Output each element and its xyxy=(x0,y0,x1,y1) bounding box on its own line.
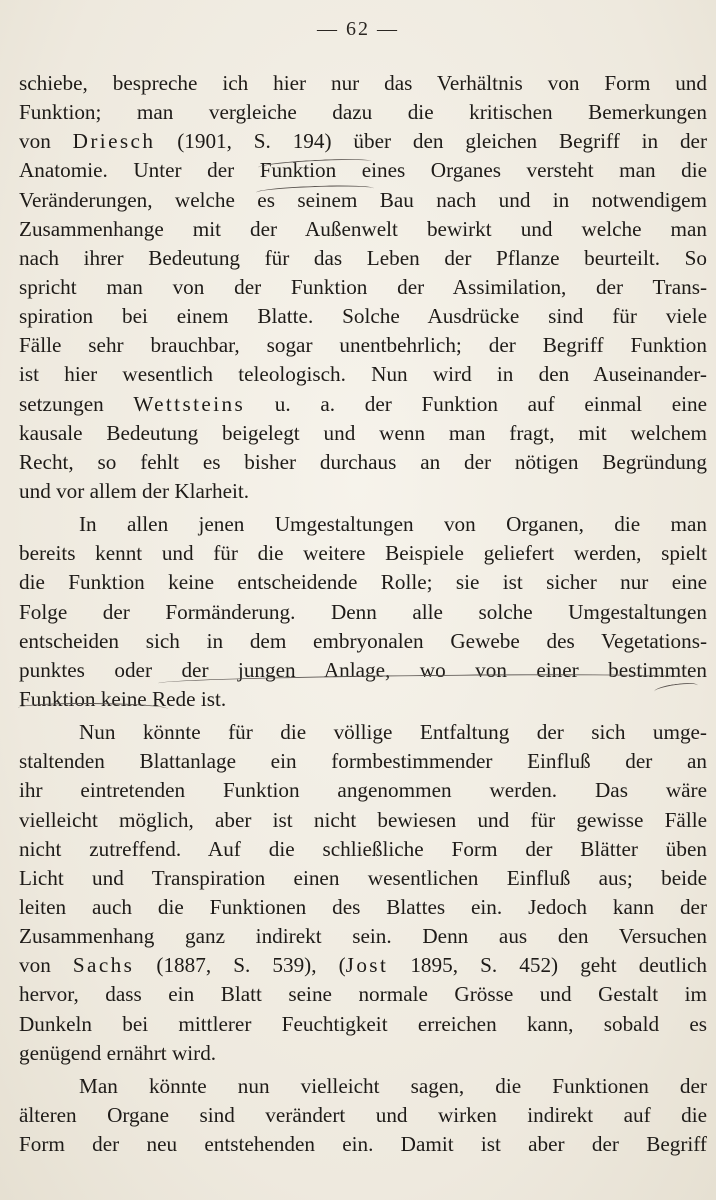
text-line: Veränderungen, welche es seinem Bau nach und in notwendigem xyxy=(19,187,707,212)
text-line: Funktion keine Rede ist. xyxy=(19,686,227,711)
text-line: schiebe, bespreche ich hier nur das Verhältnis von Form und xyxy=(19,71,707,95)
text-line: spiration bei einem Blatte. Solche Ausdrücke sind für viele xyxy=(19,304,707,329)
text-line: ist hier wesentlich teleologisch. Nun wird in den Auseinander- xyxy=(19,362,707,387)
text-line-underlined: entscheiden sich in dem embryonalen Gewebe des Vegetations- xyxy=(19,628,707,653)
text-line: Form der neu entstehenden ein. Damit ist aber der Begriff xyxy=(19,1132,707,1157)
text-line: Funktion; man vergleiche dazu die kritischen Bemerkungen xyxy=(19,100,707,125)
text-line-underlined: punktes oder der jungen Anlage, wo von einer bestimmten xyxy=(19,657,707,682)
text-line: Man könnte nun vielleicht sagen, die Funktionen der xyxy=(79,1073,707,1098)
paragraph-1 xyxy=(19,69,707,506)
paragraph-4 xyxy=(19,1072,707,1159)
text-line: hervor, dass ein Blatt seine normale Grösse und Gestalt im xyxy=(19,982,707,1007)
spaced-name: Driesch xyxy=(72,129,156,154)
text-line: älteren Organe sind verändert und wirken indirekt auf die xyxy=(19,1102,707,1127)
text-line: Fälle sehr brauchbar, sogar unentbehrlich; der Begriff Funktion xyxy=(19,333,707,358)
text-line: Zusammenhange mit der Außenwelt bewirkt und welche man xyxy=(19,216,707,241)
text-line: von Sachs (1887, S. 539), (Jost 1895, S. 452) geht deutlich xyxy=(19,953,708,978)
text-line: von Driesch (1901, S. 194) über den gleichen Begriff in der xyxy=(19,129,708,154)
text-line: Folge der Formänderung. Denn alle solche Umgestaltungen xyxy=(19,599,707,624)
text-line: Dunkeln bei mittlerer Feuchtigkeit erreichen kann, sobald es xyxy=(19,1011,707,1036)
page-number: — 62 — xyxy=(317,18,399,40)
text-line: staltenden Blattanlage ein formbestimmender Einfluß der an xyxy=(19,749,707,774)
text-line: ihr eintretenden Funktion angenommen werden. Das wäre xyxy=(19,778,707,803)
text-line: genügend ernährt wird. xyxy=(19,1040,217,1065)
text-line: Recht, so fehlt es bisher durchaus an der nötigen Begründung xyxy=(19,449,707,474)
text-line: Licht und Transpiration einen wesentlichen Einfluß aus; beide xyxy=(19,865,707,890)
text-line: bereits kennt und für die weitere Beispiele geliefert werden, spielt xyxy=(19,541,707,566)
text-line-with-boxed-word: Anatomie. Unter der Funktion eines Organes versteht man die xyxy=(19,158,707,183)
text-line: spricht man von der Funktion der Assimilation, der Trans- xyxy=(19,274,707,299)
text-line: und vor allem der Klarheit. xyxy=(19,478,250,503)
text-line: Zusammenhang ganz indirekt sein. Denn aus den Versuchen xyxy=(19,924,707,949)
text-line: kausale Bedeutung beigelegt und wenn man fragt, mit welchem xyxy=(19,420,707,445)
paragraph-3 xyxy=(19,718,707,1068)
text-line: die Funktion keine entscheidende Rolle; sie ist sicher nur eine xyxy=(19,570,707,595)
text-line: vielleicht möglich, aber ist nicht bewiesen und für gewisse Fälle xyxy=(19,807,707,832)
spaced-name: Jost xyxy=(345,953,389,978)
page-body xyxy=(19,69,707,1159)
text-line: Nun könnte für die völlige Entfaltung der sich umge- xyxy=(79,720,707,745)
text-line: setzungen Wettsteins u. a. der Funktion auf einmal eine xyxy=(19,391,707,416)
spaced-name: Sachs xyxy=(72,953,135,978)
text-line: In allen jenen Umgestaltungen von Organen, die man xyxy=(79,512,707,537)
text-line: nicht zutreffend. Auf die schließliche Form der Blätter üben xyxy=(19,836,707,861)
text-line: leiten auch die Funktionen des Blattes ein. Jedoch kann der xyxy=(19,894,707,919)
spaced-name: Wettsteins xyxy=(133,391,246,416)
text-line: nach ihrer Bedeutung für das Leben der Pflanze beurteilt. So xyxy=(19,245,707,270)
